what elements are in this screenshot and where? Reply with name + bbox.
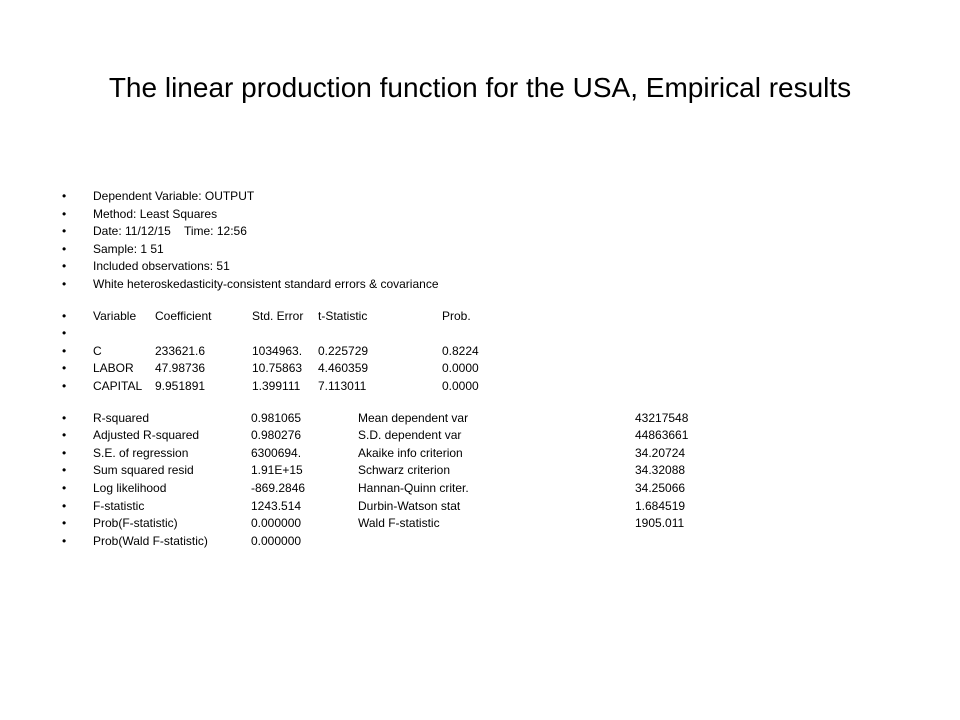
stat-label-right: Schwarz criterion: [358, 463, 451, 478]
row-prob: 0.0000: [442, 378, 479, 393]
method-text: • Method: Least Squares: [93, 206, 218, 221]
row-std-error: 1.399111: [252, 378, 301, 393]
row-t-statistic: 0.225729: [318, 343, 369, 358]
bullet-dependent-variable: [62, 188, 922, 206]
white-errors-text: • White heteroskedasticity-consistent standard errors & covariance: [93, 276, 439, 291]
table-row: [62, 343, 922, 361]
bullet-observations: [62, 258, 922, 276]
stat-label-right: Wald F-statistic: [358, 516, 440, 531]
observations-text: • Included observations: 51: [93, 259, 230, 274]
row-variable: • CAPITAL: [93, 378, 143, 393]
stat-row: [62, 462, 922, 480]
stat-value: 0.000000: [251, 533, 302, 548]
stat-row: [62, 498, 922, 516]
header-t-statistic: t-Statistic: [318, 308, 368, 323]
slide-title: The linear production function for the USA, Empirical results: [108, 72, 852, 103]
bullet-date: [62, 223, 922, 241]
row-coefficient: 47.98736: [155, 361, 206, 376]
header-prob: Prob.: [442, 308, 471, 323]
empty-bullet: [62, 325, 922, 343]
stat-value: 1243.514: [251, 498, 302, 513]
table-header-row: [62, 308, 922, 326]
dependent-variable-text: • Dependent Variable: OUTPUT: [93, 189, 255, 203]
row-variable: • C: [93, 343, 102, 358]
row-t-statistic: 4.460359: [318, 361, 369, 376]
stat-value-right: 43217548: [635, 410, 689, 425]
stat-label: • Prob(Wald F-statistic): [93, 533, 208, 548]
stat-value: 6300694.: [251, 445, 302, 460]
row-coefficient: 9.951891: [155, 378, 206, 393]
stat-label: • Adjusted R-squared: [93, 428, 200, 443]
stat-label: • Prob(F-statistic): [93, 516, 178, 531]
stat-value-right: 34.25066: [635, 480, 686, 495]
stat-label: • Log likelihood: [93, 480, 167, 495]
row-std-error: 1034963.: [252, 343, 303, 358]
stat-row: [62, 427, 922, 445]
stat-value-right: 1905.011: [635, 516, 685, 531]
row-variable: • LABOR: [93, 361, 134, 376]
stat-value: 0.000000: [251, 516, 302, 531]
stat-value: 0.980276: [251, 428, 302, 443]
stat-row: [62, 533, 922, 551]
stat-label: • F-statistic: [93, 498, 145, 513]
stat-row: [62, 515, 922, 533]
stat-label-right: Akaike info criterion: [358, 445, 463, 460]
date-text: • Date: 11/12/15 Time: 12:56: [93, 224, 247, 239]
table-row: [62, 378, 922, 396]
bullet-sample: [62, 241, 922, 259]
stat-row: [62, 480, 922, 498]
stat-value-right: 1.684519: [635, 498, 686, 513]
stat-label-right: Durbin-Watson stat: [358, 498, 461, 513]
header-coefficient: Coefficient: [155, 308, 212, 323]
stat-value-right: 34.20724: [635, 445, 686, 460]
stat-value: 1.91E+15: [251, 463, 303, 478]
stat-value: 0.981065: [251, 410, 302, 425]
row-prob: 0.8224: [442, 343, 479, 358]
bullet-method: [62, 206, 922, 224]
stat-value: -869.2846: [251, 480, 306, 495]
slide-body: [62, 188, 922, 550]
header-std-error: Std. Error: [252, 308, 304, 323]
stat-value-right: 34.32088: [635, 463, 686, 478]
stat-label: • Sum squared resid: [93, 463, 194, 478]
row-std-error: 10.75863: [252, 361, 303, 376]
row-t-statistic: 7.113011: [318, 378, 367, 393]
row-prob: 0.0000: [442, 361, 479, 376]
stat-label-right: S.D. dependent var: [358, 428, 462, 443]
row-coefficient: 233621.6: [155, 343, 206, 358]
stat-label: • R-squared: [93, 410, 150, 425]
bullet-white-errors: [62, 276, 922, 294]
stat-row: [62, 410, 922, 428]
stat-value-right: 44863661: [635, 428, 689, 443]
header-variable: • Variable: [93, 308, 137, 323]
stat-label-right: Mean dependent var: [358, 410, 469, 425]
stat-row: [62, 445, 922, 463]
stat-label-right: Hannan-Quinn criter.: [358, 480, 469, 495]
stat-label: • S.E. of regression: [93, 445, 189, 460]
sample-text: • Sample: 1 51: [93, 241, 164, 256]
table-row: [62, 360, 922, 378]
